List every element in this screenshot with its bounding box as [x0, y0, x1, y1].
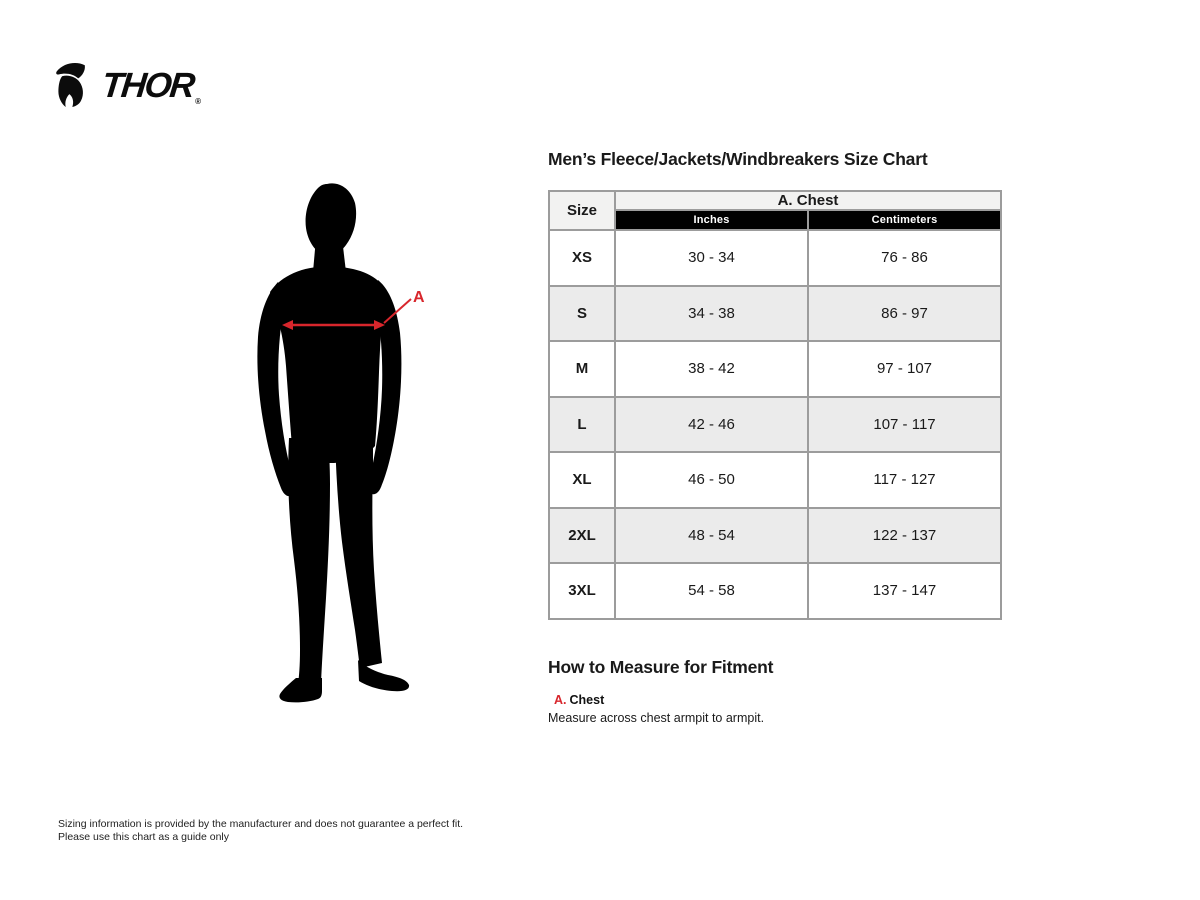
table-row	[549, 452, 1001, 508]
size-cell: XS	[549, 230, 615, 286]
inches-cell: 54 - 58	[615, 563, 808, 619]
centimeters-cell: 137 - 147	[808, 563, 1001, 619]
footer-line-2: Please use this chart as a guide only	[58, 831, 230, 843]
centimeters-cell: 76 - 86	[808, 230, 1001, 286]
size-chart-table	[548, 190, 1002, 620]
inches-cell: 46 - 50	[615, 452, 808, 508]
centimeters-cell: 107 - 117	[808, 397, 1001, 453]
column-header-chest: A. Chest	[615, 191, 1001, 210]
footer-line-1: Sizing information is provided by the manufacturer and does not guarantee a perfect fit.	[58, 818, 464, 830]
goat-head-icon	[54, 58, 98, 112]
table-row	[549, 563, 1001, 619]
inches-cell: 48 - 54	[615, 508, 808, 564]
table-row	[549, 508, 1001, 564]
inches-cell: 38 - 42	[615, 341, 808, 397]
measure-heading: How to Measure for Fitment	[548, 657, 774, 677]
size-cell: XL	[549, 452, 615, 508]
thor-logo	[54, 56, 201, 114]
inches-cell: 34 - 38	[615, 286, 808, 342]
size-cell: M	[549, 341, 615, 397]
body-silhouette-figure	[232, 172, 472, 717]
size-chart-title: Men’s Fleece/Jackets/Windbreakers Size Chart	[548, 149, 928, 169]
chest-measure-label: A	[413, 289, 425, 306]
measure-item-description: Measure across chest armpit to armpit.	[548, 711, 765, 725]
thor-logo-text: THOR	[99, 65, 196, 105]
table-row	[549, 397, 1001, 453]
centimeters-cell: 117 - 127	[808, 452, 1001, 508]
measure-item	[554, 693, 604, 707]
body-silhouette	[257, 183, 409, 702]
table-row	[549, 341, 1001, 397]
size-cell: S	[549, 286, 615, 342]
table-row	[549, 230, 1001, 286]
centimeters-cell: 86 - 97	[808, 286, 1001, 342]
centimeters-cell: 97 - 107	[808, 341, 1001, 397]
inches-cell: 42 - 46	[615, 397, 808, 453]
table-row	[549, 286, 1001, 342]
column-header-size: Size	[549, 191, 615, 230]
footer-disclaimer	[58, 818, 463, 844]
centimeters-cell: 122 - 137	[808, 508, 1001, 564]
size-cell: L	[549, 397, 615, 453]
measure-item-key: A.	[554, 693, 567, 707]
size-cell: 2XL	[549, 508, 615, 564]
registered-mark: ®	[195, 97, 202, 106]
column-header-centimeters: Centimeters	[808, 210, 1001, 230]
column-header-inches: Inches	[615, 210, 808, 230]
measure-item-name: Chest	[569, 693, 605, 707]
size-cell: 3XL	[549, 563, 615, 619]
inches-cell: 30 - 34	[615, 230, 808, 286]
